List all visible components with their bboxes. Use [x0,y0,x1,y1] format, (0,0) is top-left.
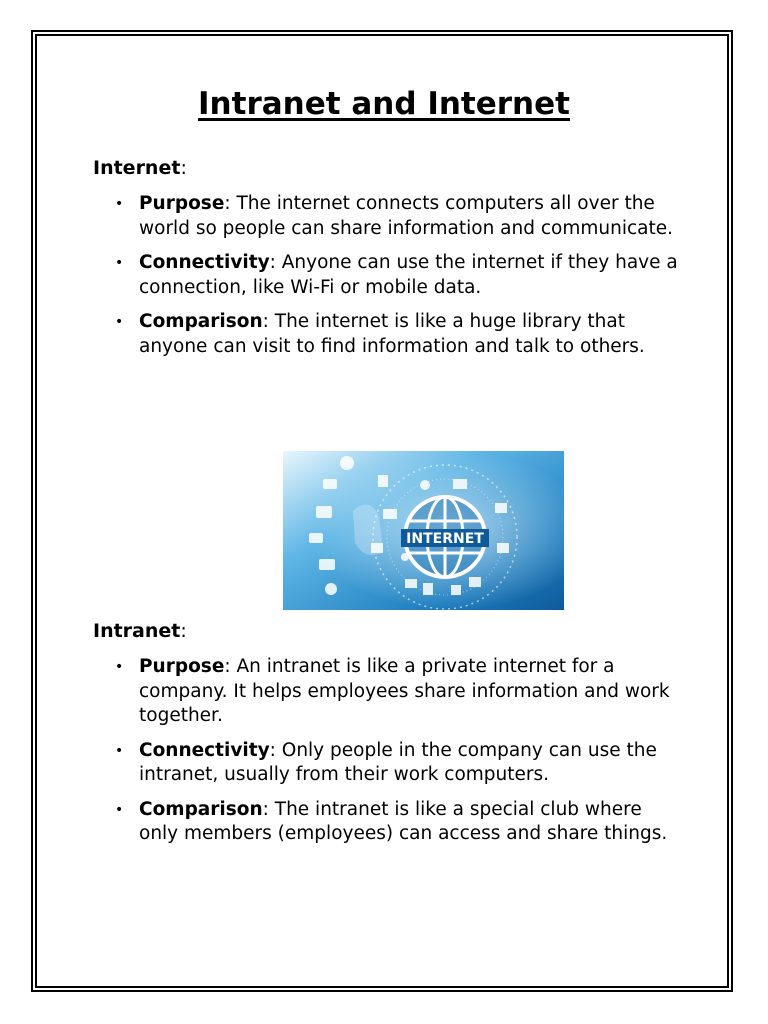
list-item [115,251,684,300]
item-text: : The intranet is like a special club where only members (employees) can access and share things. [139,798,668,844]
bullet-icon: • [115,196,124,212]
intranet-heading-label: Intranet [93,620,181,642]
item-text: : The internet connects computers all over the world so people can share information and communicate. [139,193,674,239]
item-term: Comparison [139,311,263,332]
intranet-heading-colon: : [180,620,187,642]
list-item [115,798,684,847]
item-term: Connectivity [139,252,270,273]
internet-list [115,192,684,369]
intranet-list [115,655,684,857]
item-text: : The internet is like a huge library that anyone can visit to find information and talk to others. [139,311,645,357]
list-item [115,310,684,359]
bullet-icon: • [115,742,124,759]
item-term: Connectivity [139,739,270,761]
item-text: : An intranet is like a private internet for a company. It helps employees share information and work together. [139,656,670,726]
globe-network-icon [283,451,564,610]
item-term: Purpose [139,193,225,214]
intranet-heading [93,620,187,642]
bullet-icon: • [115,314,124,330]
list-item [115,655,684,729]
internet-illustration [283,451,564,610]
bullet-icon: • [115,801,124,818]
list-item [115,192,684,241]
item-term: Purpose [139,656,225,677]
illustration-label: INTERNET [406,531,484,547]
internet-heading-colon: : [180,157,187,179]
internet-heading [93,157,187,179]
item-text: : Anyone can use the internet if they have a connection, like Wi-Fi or mobile data. [139,252,678,298]
item-term: Comparison [139,798,263,820]
bullet-icon: • [115,255,124,271]
internet-heading-label: Internet [93,157,181,179]
list-item [115,739,684,788]
page-title: Intranet and Internet [198,86,570,122]
bullet-icon: • [115,659,124,675]
item-text: : Only people in the company can use the intranet, usually from their work computers. [139,739,657,785]
